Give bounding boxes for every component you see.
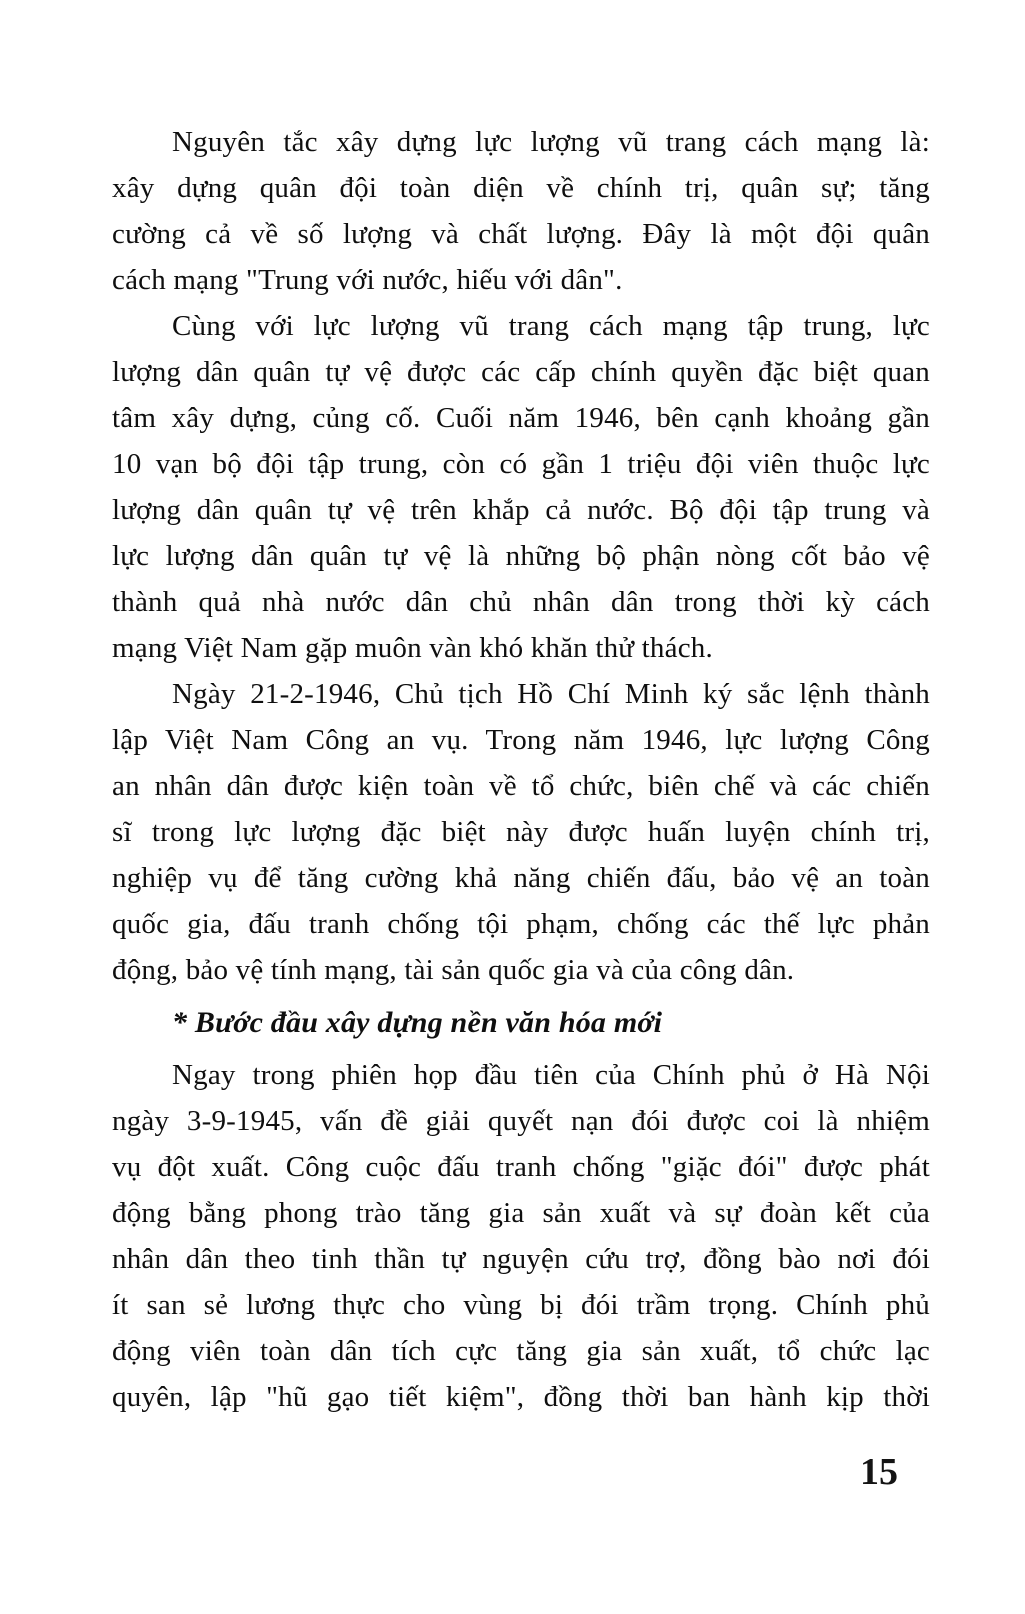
text-line: * Bước đầu xây dựng nền văn hóa mới <box>172 1006 663 1039</box>
text-line: mạng Việt Nam gặp muôn vàn khó khăn thử thách. <box>112 632 713 664</box>
text-line: Nguyên tắc xây dựng lực lượng vũ trang cách mạng là: <box>172 126 930 158</box>
text-line: Ngay trong phiên họp đầu tiên của Chính phủ ở Hà Nội <box>172 1059 930 1091</box>
text-line: lượng dân quân tự vệ được các cấp chính quyền đặc biệt quan <box>112 356 930 388</box>
body-paragraph <box>112 303 930 671</box>
text-line: động, bảo vệ tính mạng, tài sản quốc gia và của công dân. <box>112 954 795 986</box>
text-line: lập Việt Nam Công an vụ. Trong năm 1946, lực lượng Công <box>112 724 930 756</box>
text-line: ngày 3-9-1945, vấn đề giải quyết nạn đói được coi là nhiệm <box>112 1105 930 1137</box>
text-line: vụ đột xuất. Công cuộc đấu tranh chống "giặc đói" được phát <box>112 1151 930 1183</box>
text-line: lượng dân quân tự vệ trên khắp cả nước. Bộ đội tập trung và <box>112 494 930 526</box>
text-line: lực lượng dân quân tự vệ là những bộ phận nòng cốt bảo vệ <box>112 540 930 572</box>
text-column <box>112 119 930 1420</box>
text-line: an nhân dân được kiện toàn về tổ chức, biên chế và các chiến <box>112 770 930 802</box>
text-line: động bằng phong trào tăng gia sản xuất và sự đoàn kết của <box>112 1197 930 1229</box>
text-line: cường cả về số lượng và chất lượng. Đây là một đội quân <box>112 218 930 250</box>
text-line: cách mạng "Trung với nước, hiếu với dân". <box>112 264 623 296</box>
text-line: 10 vạn bộ đội tập trung, còn có gần 1 triệu đội viên thuộc lực <box>112 448 930 480</box>
text-line: nhân dân theo tinh thần tự nguyện cứu trợ, đồng bào nơi đói <box>112 1243 930 1275</box>
body-paragraph <box>112 119 930 303</box>
text-line: xây dựng quân đội toàn diện về chính trị, quân sự; tăng <box>112 172 930 204</box>
text-line: nghiệp vụ để tăng cường khả năng chiến đấu, bảo vệ an toàn <box>112 862 930 894</box>
text-line: Ngày 21-2-1946, Chủ tịch Hồ Chí Minh ký sắc lệnh thành <box>172 678 930 710</box>
text-line: quốc gia, đấu tranh chống tội phạm, chống các thế lực phản <box>112 908 930 940</box>
text-line: Cùng với lực lượng vũ trang cách mạng tập trung, lực <box>172 310 930 342</box>
text-line: quyên, lập "hũ gạo tiết kiệm", đồng thời ban hành kịp thời <box>112 1381 930 1413</box>
text-line: ít san sẻ lương thực cho vùng bị đói trầm trọng. Chính phủ <box>112 1289 930 1321</box>
body-paragraph <box>112 1052 930 1420</box>
text-line: động viên toàn dân tích cực tăng gia sản xuất, tổ chức lạc <box>112 1335 930 1367</box>
text-line: sĩ trong lực lượng đặc biệt này được huấn luyện chính trị, <box>112 816 930 848</box>
text-line: tâm xây dựng, củng cố. Cuối năm 1946, bên cạnh khoảng gần <box>112 402 930 434</box>
page-number: 15 <box>860 1451 898 1493</box>
body-paragraph <box>112 671 930 993</box>
section-heading <box>112 1000 930 1046</box>
text-line: thành quả nhà nước dân chủ nhân dân trong thời kỳ cách <box>112 586 930 618</box>
